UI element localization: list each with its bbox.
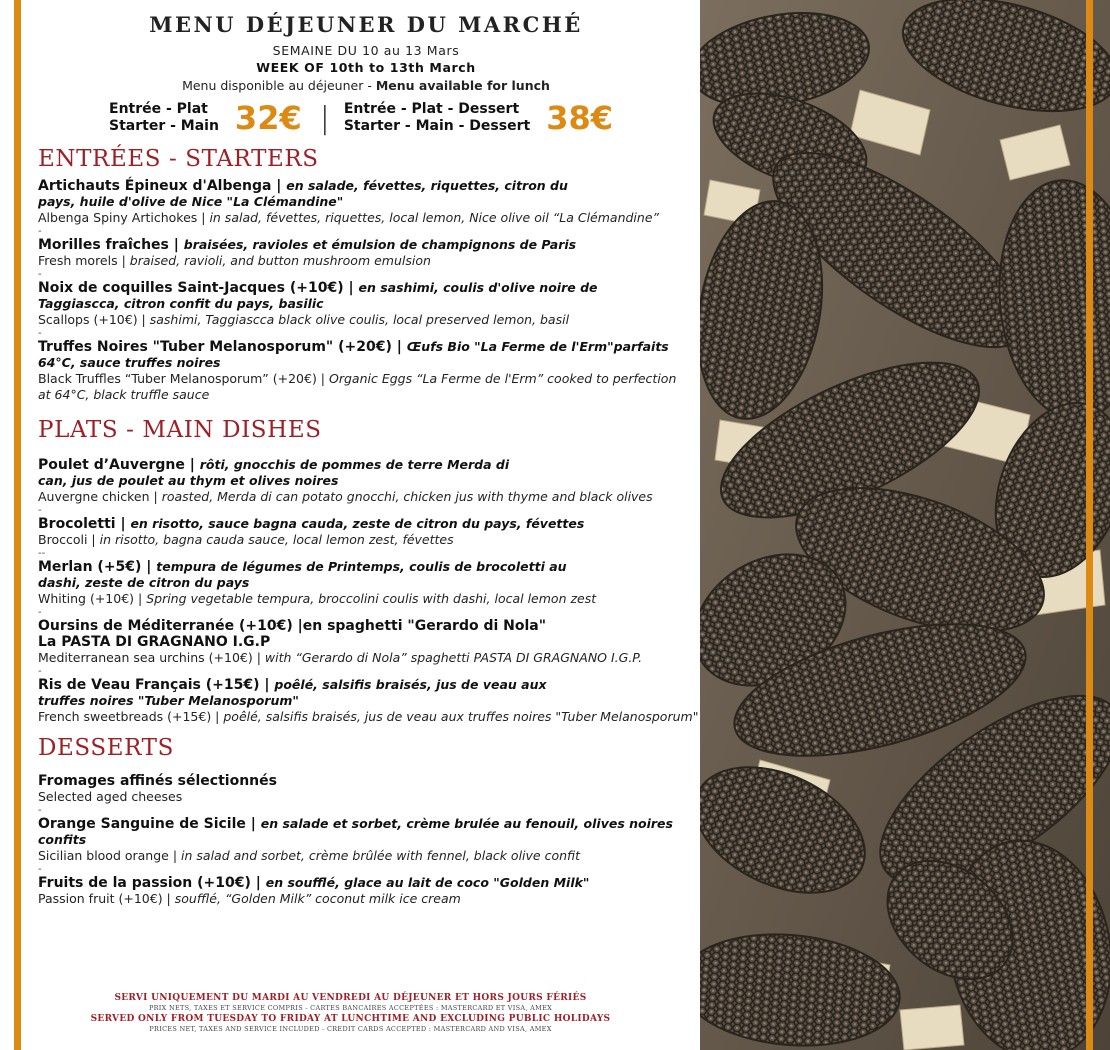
item-name-fr: Fruits de la passion (+10€) | (38, 875, 266, 891)
item-separator: - (38, 505, 42, 516)
menu-content (38, 146, 703, 907)
menu-item-en (38, 709, 703, 725)
formula1-price: 32€ (234, 99, 302, 137)
item-name-en: Whiting (+10€) | (38, 591, 147, 606)
item-name-en: Albenga Spiny Artichokes | (38, 210, 210, 225)
availability (0, 78, 732, 93)
item-name-en: Selected aged cheeses (38, 789, 183, 804)
item-desc-en: roasted, Merda di can potato gnocchi, chicken jus with thyme and black olives (161, 489, 653, 504)
formula1-fr: Entrée - Plat (109, 101, 208, 117)
item-name-fr: Brocoletti | (38, 516, 131, 532)
item-desc-en: poêlé, salsifis braisés, jus de veau aux truffes noires "Tuber Melanosporum" (223, 709, 699, 724)
item-desc-en: soufflé, “Golden Milk” coconut milk ice cream (174, 891, 461, 906)
item-desc-fr: braisées, ravioles et émulsion de champignons de Paris (183, 237, 577, 252)
item-separator: -- (38, 548, 46, 559)
menu-item-en (38, 591, 703, 607)
menu-item (38, 875, 703, 907)
item-separator: - (38, 328, 42, 339)
item-desc-en: in risotto, bagna cauda sauce, local lemon zest, févettes (99, 532, 454, 547)
item-name-fr: Fromages affinés sélectionnés (38, 773, 277, 789)
menu-item (38, 816, 703, 864)
menu-item-en (38, 489, 703, 505)
item-name-fr: Orange Sanguine de Sicile | (38, 816, 261, 832)
menu-footer (38, 992, 663, 1034)
item-name-fr: Noix de coquilles Saint-Jacques (+10€) | (38, 280, 359, 296)
formula2-price: 38€ (546, 99, 613, 137)
item-separator: - (38, 805, 42, 816)
item-name-fr: Oursins de Méditerranée (+10€) |en spaghetti "Gerardo di Nola" (38, 618, 547, 634)
item-desc-en: sashimi, Taggiascca black olive coulis, local preserved lemon, basil (149, 312, 570, 327)
item-desc-en: Organic Eggs “La Ferme de l'Erm” cooked to perfection at 64°C, black truffle sauce (38, 371, 677, 402)
price-formulas (0, 99, 732, 137)
item-name-fr: Merlan (+5€) | (38, 559, 157, 575)
menu-item (38, 339, 688, 403)
item-desc-fr: en salade et sorbet, crème brulée au fenouil, olives noires confits (38, 816, 673, 847)
section-title-starters: ENTRÉES - STARTERS (38, 146, 319, 172)
menu-item (38, 677, 598, 709)
item-desc-fr: La PASTA DI GRAGNANO I.G.P (38, 634, 271, 650)
menu-title: MENU DÉJEUNER DU MARCHÉ (149, 12, 583, 37)
item-name-en: Passion fruit (+10€) | (38, 891, 175, 906)
item-name-en: Broccoli | (38, 532, 100, 547)
item-separator: - (38, 226, 42, 237)
menu-item-en (38, 210, 703, 226)
item-desc-en: in salad, févettes, riquettes, local lemon, Nice olive oil “La Clémandine” (209, 210, 659, 225)
formula1-label (109, 101, 219, 135)
menu-item (38, 773, 703, 805)
section-title-desserts: DESSERTS (38, 735, 174, 761)
menu-item (38, 280, 648, 312)
footer-service-fr: SERVI UNIQUEMENT DU MARDI AU VENDREDI AU DÉJEUNER ET HORS JOURS FÉRIÉS (114, 993, 587, 1003)
availability-en: Menu available for lunch (375, 78, 550, 93)
item-name-fr: Morilles fraîches | (38, 237, 184, 253)
menu-item (38, 516, 703, 548)
item-desc-en: with “Gerardo di Nola” spaghetti PASTA DI GRAGNANO I.G.P. (264, 650, 643, 665)
item-separator: - (38, 666, 42, 677)
menu-item (38, 618, 703, 666)
menu-item (38, 237, 703, 269)
item-name-fr: Ris de Veau Français (+15€) | (38, 677, 275, 693)
week-en: WEEK OF 10th to 13th March (256, 60, 476, 75)
item-name-fr: Poulet d’Auvergne | (38, 457, 200, 473)
formula2-label (344, 101, 530, 135)
item-name-en: Sicilian blood orange | (38, 848, 182, 863)
item-name-fr: Truffes Noires "Tuber Melanosporum" (+20€) | (38, 339, 407, 355)
item-name-en: Mediterranean sea urchins (+10€) | (38, 650, 265, 665)
right-accent-bar (1086, 0, 1093, 1050)
item-name-fr: Artichauts Épineux d'Albenga | (38, 178, 287, 194)
menu-item (38, 559, 568, 591)
item-name-en: Scallops (+10€) | (38, 312, 150, 327)
item-desc-fr: rôti, gnocchis de pommes de terre Merda di can, jus de poulet au thym et olives noires (38, 457, 510, 488)
item-name-en: French sweetbreads (+15€) | (38, 709, 224, 724)
item-desc-fr: en salade, févettes, riquettes, citron du pays, huile d'olive de Nice "La Clémandine" (38, 178, 568, 209)
section-title-mains: PLATS - MAIN DISHES (38, 417, 322, 443)
menu-item (38, 178, 598, 210)
item-name-en: Black Truffles “Tuber Melanosporum” (+20€) | (38, 371, 329, 386)
menu-item (38, 457, 518, 489)
item-desc-en: in salad and sorbet, crème brûlée with fennel, black olive confit (181, 848, 581, 863)
menu-header (0, 0, 732, 137)
item-desc-fr: tempura de légumes de Printemps, coulis de brocoletti au dashi, zeste de citron du pays (38, 559, 567, 590)
week-fr: SEMAINE DU 10 au 13 Mars (272, 43, 460, 58)
item-desc-en: Spring vegetable tempura, broccolini coulis with dashi, local lemon zest (146, 591, 597, 606)
formula2-en: Starter - Main - Dessert (343, 118, 531, 134)
item-desc-en: braised, ravioli, and button mushroom emulsion (129, 253, 431, 268)
footer-service-en: SERVED ONLY FROM TUESDAY TO FRIDAY AT LUNCHTIME AND EXCLUDING PUBLIC HOLIDAYS (90, 1014, 611, 1024)
item-separator: - (38, 607, 42, 618)
footer-prices-en: PRICES NET, TAXES AND SERVICE INCLUDED - CREDIT CARDS ACCEPTED : MASTERCARD AND VISA, AMEX (149, 1025, 552, 1033)
item-separator: - (38, 269, 42, 280)
footer-prices-fr: PRIX NETS, TAXES ET SERVICE COMPRIS - CARTES BANCAIRES ACCEPTÉES : MASTERCARD ET VISA, AMEX (148, 1004, 553, 1012)
formula-separator: | (319, 100, 330, 136)
formula1-en: Starter - Main (109, 118, 219, 134)
morel-mushrooms-photo (700, 0, 1110, 1050)
item-separator: - (38, 864, 42, 875)
item-name-en: Auvergne chicken | (38, 489, 162, 504)
availability-fr: Menu disponible au déjeuner - (182, 78, 376, 93)
item-desc-fr: en risotto, sauce bagna cauda, zeste de citron du pays, févettes (130, 516, 585, 531)
menu-item-en (38, 312, 703, 328)
item-desc-fr: en soufflé, glace au lait de coco "Golden Milk" (265, 875, 590, 890)
item-desc-fr: Œufs Bio "La Ferme de l'Erm"parfaits 64°C, sauce truffes noires (38, 339, 669, 370)
formula2-fr: Entrée - Plat - Dessert (343, 101, 520, 117)
item-name-en: Fresh morels | (38, 253, 130, 268)
item-desc-fr: poêlé, salsifis braisés, jus de veau aux truffes noires "Tuber Melanosporum" (38, 677, 547, 708)
item-desc-fr: en sashimi, coulis d'olive noire de Taggiascca, citron confit du pays, basilic (38, 280, 598, 311)
left-accent-bar (14, 0, 21, 1050)
morel-mushrooms-illustration (700, 0, 1110, 1050)
